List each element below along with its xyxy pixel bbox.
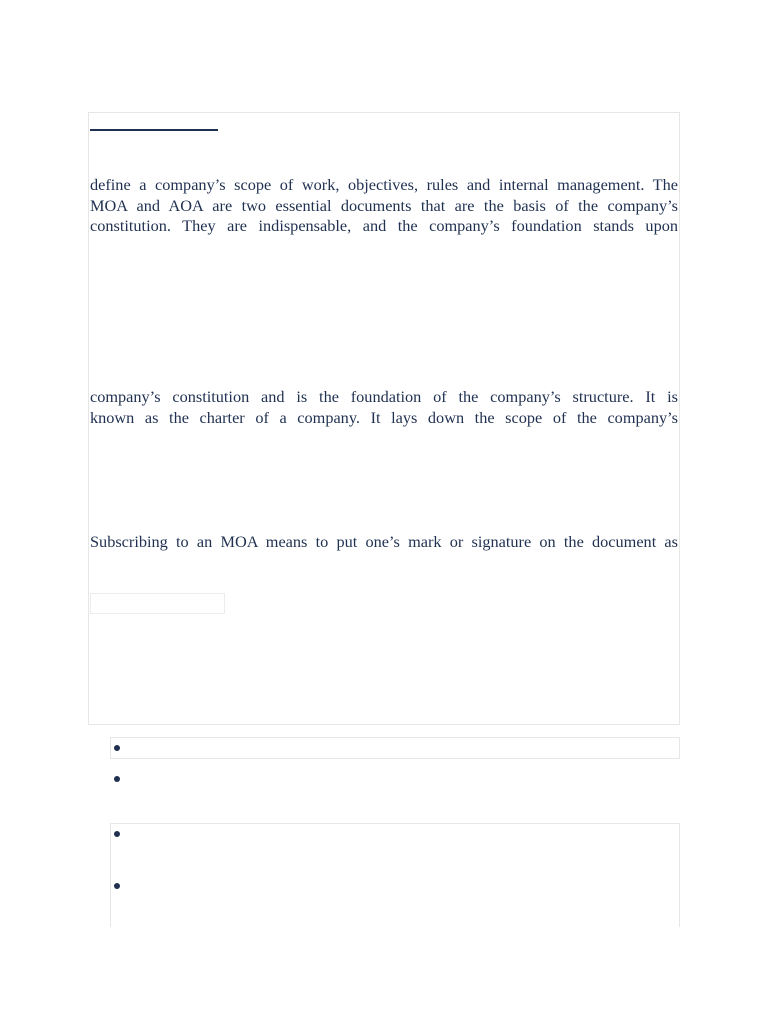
text-line: constitution. They are indispensable, and the company’s foundation stands upon <box>90 216 678 235</box>
text-line: define a company’s scope of work, objectives, rules and internal management. The <box>90 175 678 194</box>
empty-placeholder-box <box>90 593 225 614</box>
text-line: company’s constitution and is the foundation of the company’s structure. It is <box>90 387 678 406</box>
bullet-icon <box>114 745 120 751</box>
text-line: Subscribing to an MOA means to put one’s mark or signature on the document as <box>90 532 678 551</box>
bullet-icon <box>114 776 120 782</box>
list-item-box <box>110 737 680 759</box>
text-line: MOA and AOA are two essential documents that are the basis of the company’s <box>90 195 678 215</box>
list-item-box <box>110 823 680 927</box>
paragraph-moa-definition <box>90 387 678 428</box>
bullet-icon <box>114 883 120 889</box>
text-line: known as the charter of a company. It lays down the scope of the company’s <box>90 407 678 427</box>
paragraph-subscribing-moa <box>90 532 678 553</box>
heading-underline <box>90 129 218 131</box>
paragraph-moa-aoa-intro <box>90 175 678 237</box>
bullet-icon <box>114 831 120 837</box>
